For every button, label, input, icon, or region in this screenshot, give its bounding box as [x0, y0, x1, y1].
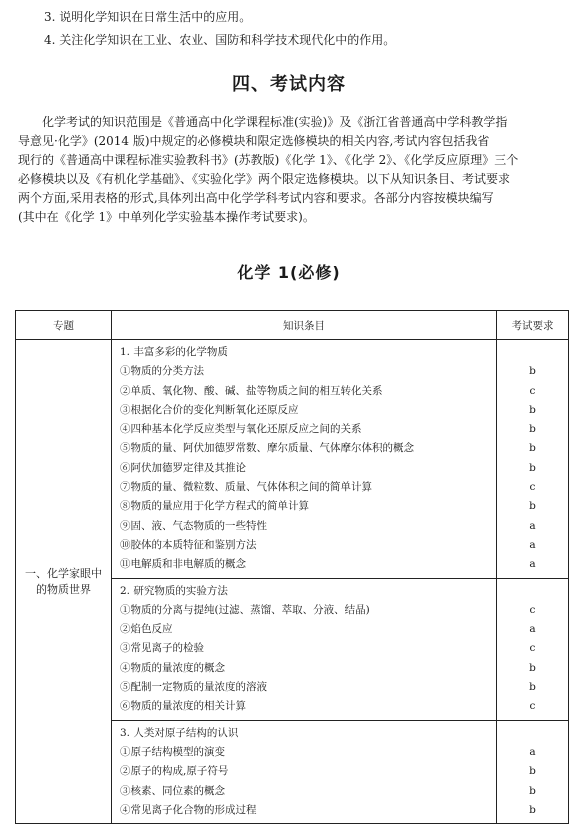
requirement-level: b: [529, 784, 536, 797]
requirement-level: b: [529, 765, 536, 778]
requirement-level: b: [529, 403, 536, 416]
group-title: 3. 人类对原子结构的认识: [120, 726, 239, 739]
intro-line: 两个方面,采用表格的形式,具体列出高中化学学科考试内容和要求。各部分内容按模块编写: [18, 191, 494, 205]
knowledge-item: ①原子结构模型的演变: [120, 745, 225, 758]
knowledge-item: ①物质的分离与提纯(过滤、蒸馏、萃取、分液、结晶): [120, 603, 370, 616]
table-title: 化学 1(必修): [237, 263, 341, 282]
theme-cell: [16, 340, 112, 824]
requirement-level: c: [529, 642, 536, 655]
knowledge-item: ⑤配制一定物质的量浓度的溶液: [120, 681, 267, 694]
table-header-row: [16, 311, 569, 340]
knowledge-item: ⑪电解质和非电解质的概念: [120, 558, 246, 571]
requirement-level: b: [529, 661, 536, 674]
knowledge-item: ②单质、氧化物、酸、碱、盐等物质之间的相互转化关系: [120, 384, 383, 397]
requirements: [497, 340, 569, 579]
intro-line: 现行的《普通高中课程标准实验教科书》(苏教版)《化学 1》、《化学 2》、《化学反应原理》三个: [18, 153, 519, 167]
header-requirement: 考试要求: [497, 311, 569, 340]
knowledge-item: ⑧物质的量应用于化学方程式的简单计算: [120, 500, 309, 513]
requirement-level: c: [529, 384, 536, 397]
group-title: 2. 研究物质的实验方法: [120, 584, 228, 597]
intro-line: 化学考试的知识范围是《普通高中化学课程标准(实验)》及《浙江省普通高中学科教学指: [18, 115, 508, 129]
requirement-level: b: [529, 423, 536, 436]
requirement-level: a: [529, 558, 536, 571]
requirement-level: c: [529, 700, 536, 713]
table-row: [16, 340, 569, 579]
theme-label: 一、化学家眼中: [25, 566, 102, 580]
requirement-level: a: [529, 538, 536, 551]
knowledge-item: ⑦物质的量、微粒数、质量、气体体积之间的简单计算: [120, 481, 372, 494]
goal-item-3: 3. 说明化学知识在日常生活中的应用。: [44, 10, 252, 24]
requirement-level: b: [529, 461, 536, 474]
knowledge-item: ③常见离子的检验: [120, 642, 204, 655]
requirement-level: c: [529, 481, 536, 494]
knowledge-item: ②原子的构成,原子符号: [120, 765, 229, 778]
knowledge-item: ④物质的量浓度的概念: [120, 661, 225, 674]
knowledge-item: ⑥阿伏加德罗定律及其推论: [120, 461, 246, 474]
theme-label: 的物质世界: [36, 582, 91, 596]
intro-line: (其中在《化学 1》中单列化学实验基本操作考试要求)。: [18, 210, 315, 224]
intro-paragraph: [18, 113, 566, 227]
knowledge-item: ②焰色反应: [120, 623, 173, 636]
requirements: [497, 720, 569, 823]
requirements: [497, 578, 569, 720]
intro-line: 导意见·化学》(2014 版)中规定的必修模块和限定选修模块的相关内容,考试内容包括我省: [18, 134, 490, 148]
knowledge-item: ⑨固、液、气态物质的一些特性: [120, 519, 267, 532]
knowledge-item: ④常见离子化合物的形成过程: [120, 803, 257, 816]
knowledge-item: ③核素、同位素的概念: [120, 784, 225, 797]
knowledge-item: ⑥物质的量浓度的相关计算: [120, 700, 246, 713]
requirement-level: b: [529, 803, 536, 816]
header-theme: 专题: [16, 311, 112, 340]
requirement-level: c: [529, 603, 536, 616]
goal-item-4: 4. 关注化学知识在工业、农业、国防和科学技术现代化中的作用。: [44, 33, 396, 47]
requirement-level: b: [529, 365, 536, 378]
requirement-level: b: [529, 681, 536, 694]
knowledge-items: [112, 340, 497, 579]
knowledge-item: ③根据化合价的变化判断氧化还原反应: [120, 403, 299, 416]
knowledge-items: [112, 578, 497, 720]
requirement-level: b: [529, 500, 536, 513]
knowledge-items: [112, 720, 497, 823]
requirement-level: a: [529, 519, 536, 532]
knowledge-item: ④四种基本化学反应类型与氧化还原反应之间的关系: [120, 423, 362, 436]
group-title: 1. 丰富多彩的化学物质: [120, 346, 228, 358]
section-title: 四、考试内容: [232, 74, 346, 95]
requirement-level: a: [529, 745, 536, 758]
knowledge-item: ⑩胶体的本质特征和鉴别方法: [120, 538, 257, 551]
requirement-level: b: [529, 442, 536, 455]
header-items: 知识条目: [112, 311, 497, 340]
content-table: [15, 310, 569, 824]
knowledge-item: ①物质的分类方法: [120, 365, 204, 378]
intro-line: 必修模块以及《有机化学基础》、《实验化学》两个限定选修模块。以下从知识条目、考试要求: [18, 172, 511, 186]
requirement-level: a: [529, 623, 536, 636]
knowledge-item: ⑤物质的量、阿伏加德罗常数、摩尔质量、气体摩尔体积的概念: [120, 442, 414, 455]
